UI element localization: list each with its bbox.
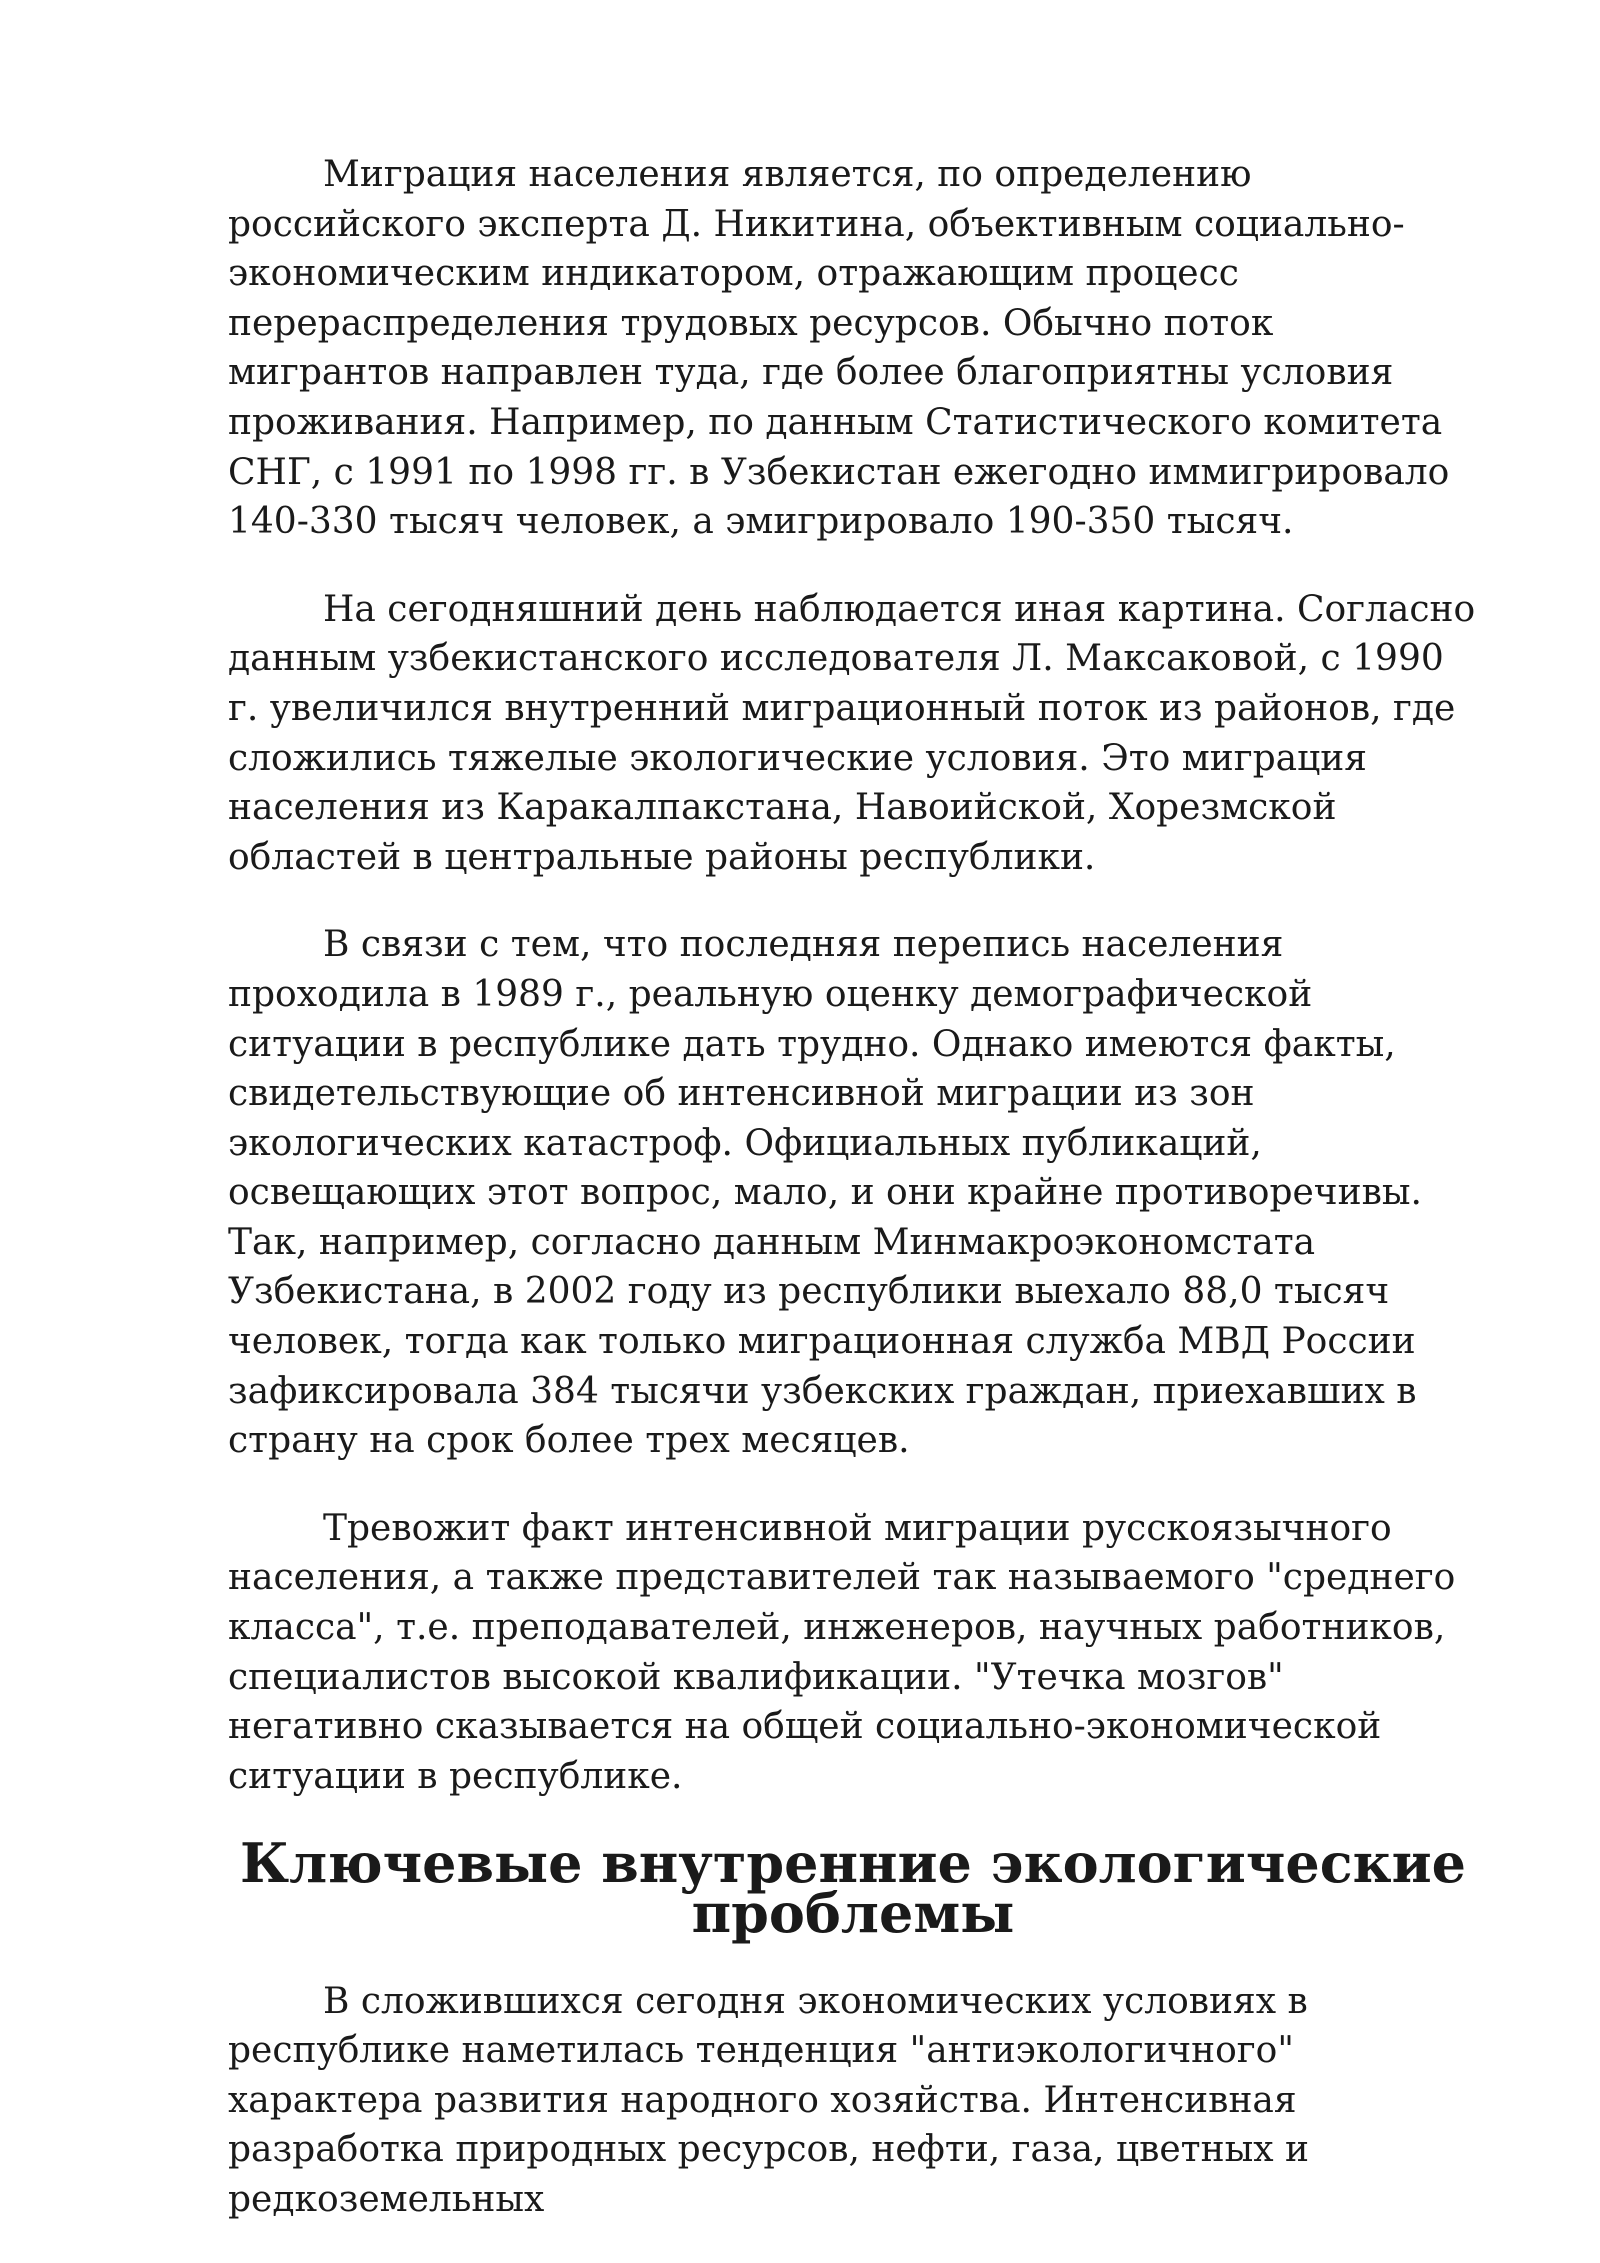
paragraph-current-situation: На сегодняшний день наблюдается иная картина. Согласно данным узбекистанского исследователя Л. Максаковой, с 1990 г. увеличился внутренний миграционный поток из районов, где сложились тяжелые экологические условия. Это миграция населения из Каракалпакстана, Навоийской, Хорезмской областей в центральные районы республики. bbox=[228, 588, 1476, 878]
paragraph-economic-conditions: В сложившихся сегодня экономических условиях в республике наметилась тенденция "антиэкологичного" характера развития народного хозяйства. Интенсивная разработка природных ресурсов, нефти, газа, цветных и редкоземельных bbox=[228, 1980, 1309, 2220]
section-heading: Ключевые внутренние экологические проблемы bbox=[240, 1831, 1466, 1945]
document-body bbox=[228, 150, 1478, 2263]
paragraph-migration-definition: Миграция населения является, по определению российского эксперта Д. Никитина, объективным социально-экономическим индикатором, отражающим процесс перераспределения трудовых ресурсов. Обычно поток мигрантов направлен туда, где более благоприятны условия проживания. Например, по данным Статистического комитета СНГ, с 1991 по 1998 гг. в Узбекистан ежегодно иммигрировало 140-330 тысяч человек, а эмигрировало 190-350 тысяч. bbox=[228, 154, 1450, 543]
paragraph-census: В связи с тем, что последняя перепись населения проходила в 1989 г., реальную оценку демографической ситуации в республике дать трудно. Однако имеются факты, свидетельствующие об интенсивной миграции из зон экологических катастроф. Официальных публикаций, освещающих этот вопрос, мало, и они крайне противоречивы. Так, например, согласно данным Минмакроэкономстата Узбекистана, в 2002 году из республики выехало 88,0 тысяч человек, тогда как только миграционная служба МВД России зафиксировала 384 тысячи узбекских граждан, приехавших в страну на срок более трех месяцев. bbox=[228, 924, 1422, 1462]
paragraph-brain-drain: Тревожит факт интенсивной миграции русскоязычного населения, а также представителей так называемого "среднего класса", т.е. преподавателей, инженеров, научных работников, специалистов высокой квалификации. "Утечка мозгов" негативно сказывается на общей социально-экономической ситуации в республике. bbox=[228, 1507, 1456, 1797]
